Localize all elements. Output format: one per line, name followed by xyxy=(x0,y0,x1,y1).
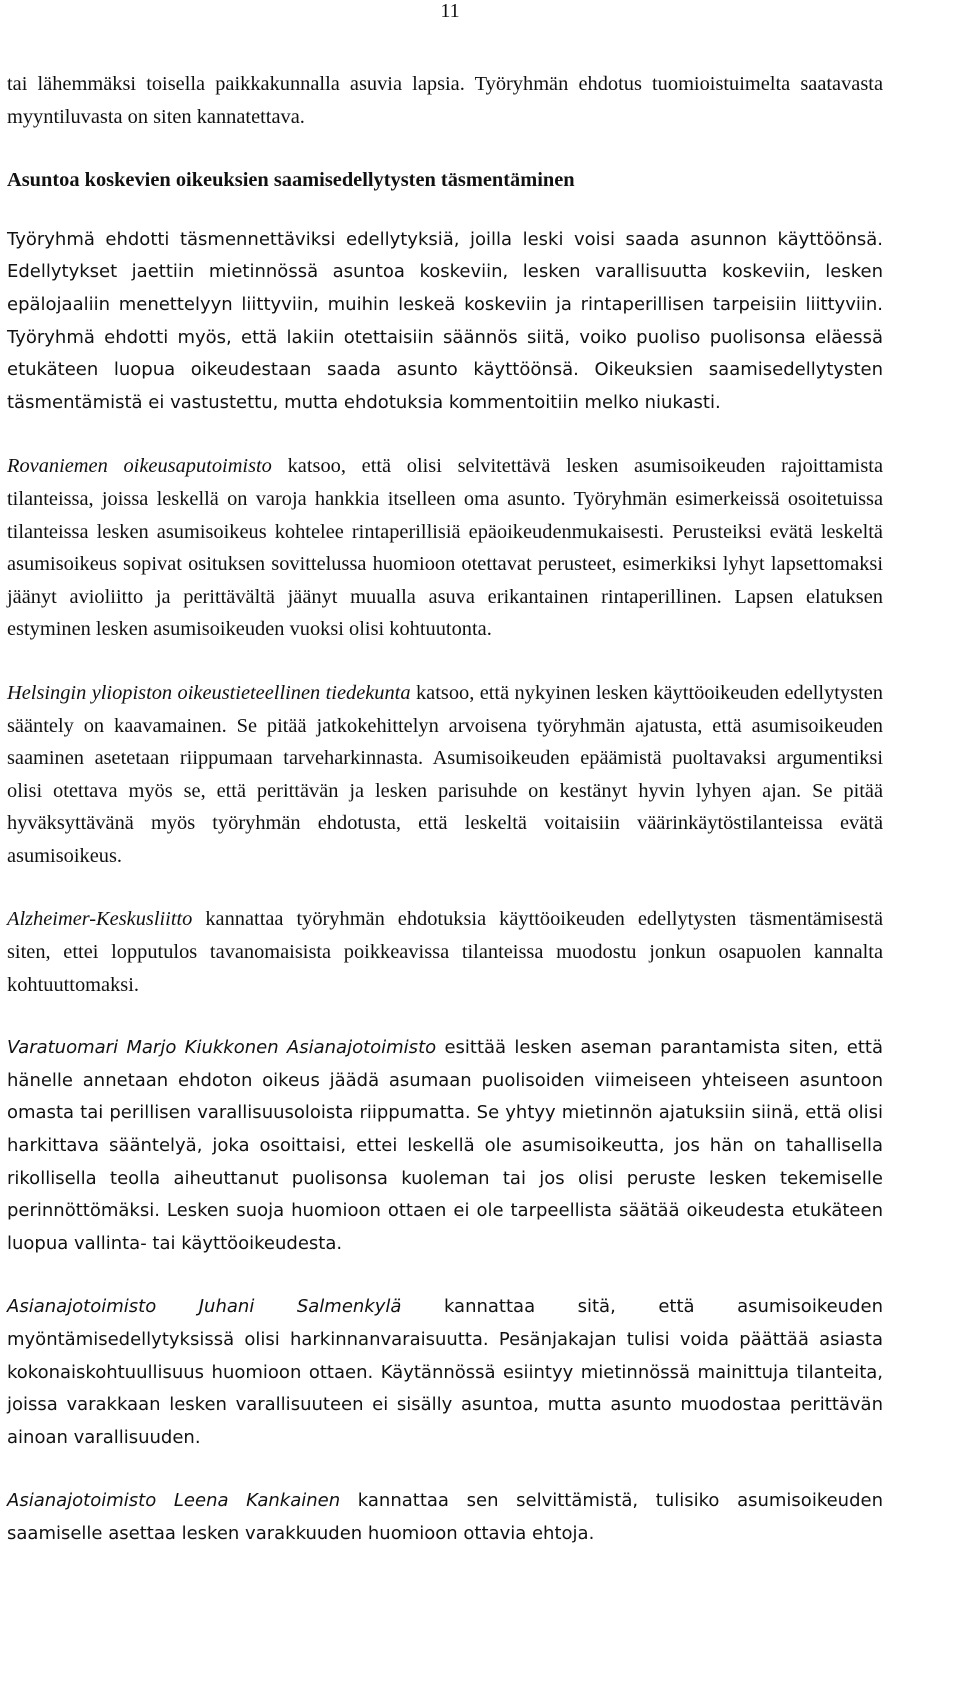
statement-helsinki-university xyxy=(7,677,883,873)
statement-text: esittää lesken aseman parantamista siten, että hänelle annetaan ehdoton oikeus jäädä asumaan puolisoiden viimeiseen yhteiseen asuntoon omasta tai perillisen varallisuusoloista riippumatta. Se yhtyy mietinnön ajatuksiin siinä, että olisi harkittava sääntelyä, joka osoittaisi, ettei leskellä ole asumisoikeutta, jos hän on tahallisella rikollisella teolla aiheuttanut puolisonsa kuoleman tai jos olisi peruste lesken tekemiselle perinnöttömäksi. Lesken suoja huomioon ottaen ei ole tarpeellista säätää oikeudesta etukäteen luopua vallinta- tai käyttöoikeudesta. xyxy=(7,1037,883,1254)
statement-org: Asianajotoimisto Juhani Salmenkylä xyxy=(7,1296,402,1318)
statement-org: Rovaniemen oikeusaputoimisto xyxy=(7,455,272,478)
statement-org: Helsingin yliopiston oikeustieteellinen tiedekunta xyxy=(7,681,411,704)
statement-kankainen xyxy=(7,1485,883,1550)
statement-kiukkonen xyxy=(7,1032,883,1260)
intro-paragraph: tai lähemmäksi toisella paikkakunnalla asuvia lapsia. Työryhmän ehdotus tuomioistuimelta saatavasta myyntiluvasta on siten kannatettava. xyxy=(7,73,883,128)
statement-text: kannattaa työryhmän ehdotuksia käyttöoikeuden edellytysten täsmentämisestä siten, ettei lopputulos tavanomaisista poikkeavissa tilanteissa muodostu jonkun osapuolen kannalta kohtuuttomaksi. xyxy=(7,908,883,996)
statement-org: Varatuomari Marjo Kiukkonen Asianajotoimisto xyxy=(7,1037,437,1059)
statement-text: kannattaa sitä, että asumisoikeuden myöntämisedellytyksissä olisi harkinnanvaraisuutta. Pesänjakajan tulisi voida päättää asiasta kokonaiskohtuullisuus huomioon ottaen. Käytännössä esiintyy mietinnössä mainittuja tilanteita, joissa varakkaan lesken varallisuuteen ei sisälly asuntoa, mutta asunto muodostaa perittävän ainoan varallisuuden. xyxy=(7,1296,883,1448)
statement-text: kannattaa sen selvittämistä, tulisiko asumisoikeuden saamiselle asettaa lesken varakkuuden huomioon ottavia ehtoja. xyxy=(7,1490,883,1544)
statement-org: Asianajotoimisto Leena Kankainen xyxy=(7,1490,341,1512)
section-heading: Asuntoa koskevien oikeuksien saamisedellytysten täsmentäminen xyxy=(7,169,575,192)
page-number: 11 xyxy=(440,0,460,22)
document-body xyxy=(7,68,883,1551)
statement-alzheimer xyxy=(7,903,883,1001)
statement-text: katsoo, että olisi selvitettävä lesken asumisoikeuden rajoittamista tilanteissa, joissa leskellä on varoja hankkia itselleen oma asunto. Työryhmän esimerkeissä osoitetuissa tilanteissa lesken asumisoikeus kohtelee rintaperillisiä epäoikeudenmukaisesti. Perusteiksi evätä leskeltä asumisoikeus sopivat osituksen sovittelussa huomioon otettavat perusteet, esimerkiksi lyhyt lapsettomaksi jäänyt avioliitto ja perittävältä jäänyt muualla asuva erikantainen rintaperillinen. Lapsen elatuksen estyminen lesken asumisoikeuden vuoksi olisi kohtuutonta. xyxy=(7,455,883,641)
statement-org: Alzheimer-Keskusliitto xyxy=(7,908,193,931)
statement-text: katsoo, että nykyinen lesken käyttöoikeuden edellytysten sääntely on kaavamainen. Se pitää jatkokehittelyn arvoisena työryhmän ajatusta, että asumisoikeuden saaminen asetetaan riippumaan tarveharkinnasta. Asumisoikeuden epäämistä puoltavaksi argumentiksi olisi otettava myös se, että perittävän ja lesken parisuhde on kestänyt hyvin lyhyen ajan. Se pitää hyväksyttävänä myös työryhmän ehdotusta, että leskeltä voitaisiin väärinkäytöstilanteissa evätä asumisoikeus. xyxy=(7,681,883,867)
statement-rovaniemi xyxy=(7,450,883,646)
section-paragraph: Työryhmä ehdotti täsmennettäviksi edellytyksiä, joilla leski voisi saada asunnon käyttöönsä. Edellytykset jaettiin mietinnössä asuntoa koskeviin, lesken varallisuutta koskeviin, lesken epälojaaliin menettelyyn liittyviin, muihin leskeä koskeviin ja rintaperillisen tarpeisiin liittyviin. Työryhmä ehdotti myös, että lakiin otettaisiin säännös siitä, voiko puoliso puolisonsa eläessä etukäteen luopua oikeudestaan saada asunto käyttöönsä. Oikeuksien saamisedellytysten täsmentämistä ei vastustettu, mutta ehdotuksia kommentoitiin melko niukasti. xyxy=(7,228,883,413)
statement-salmenkyla xyxy=(7,1291,883,1454)
